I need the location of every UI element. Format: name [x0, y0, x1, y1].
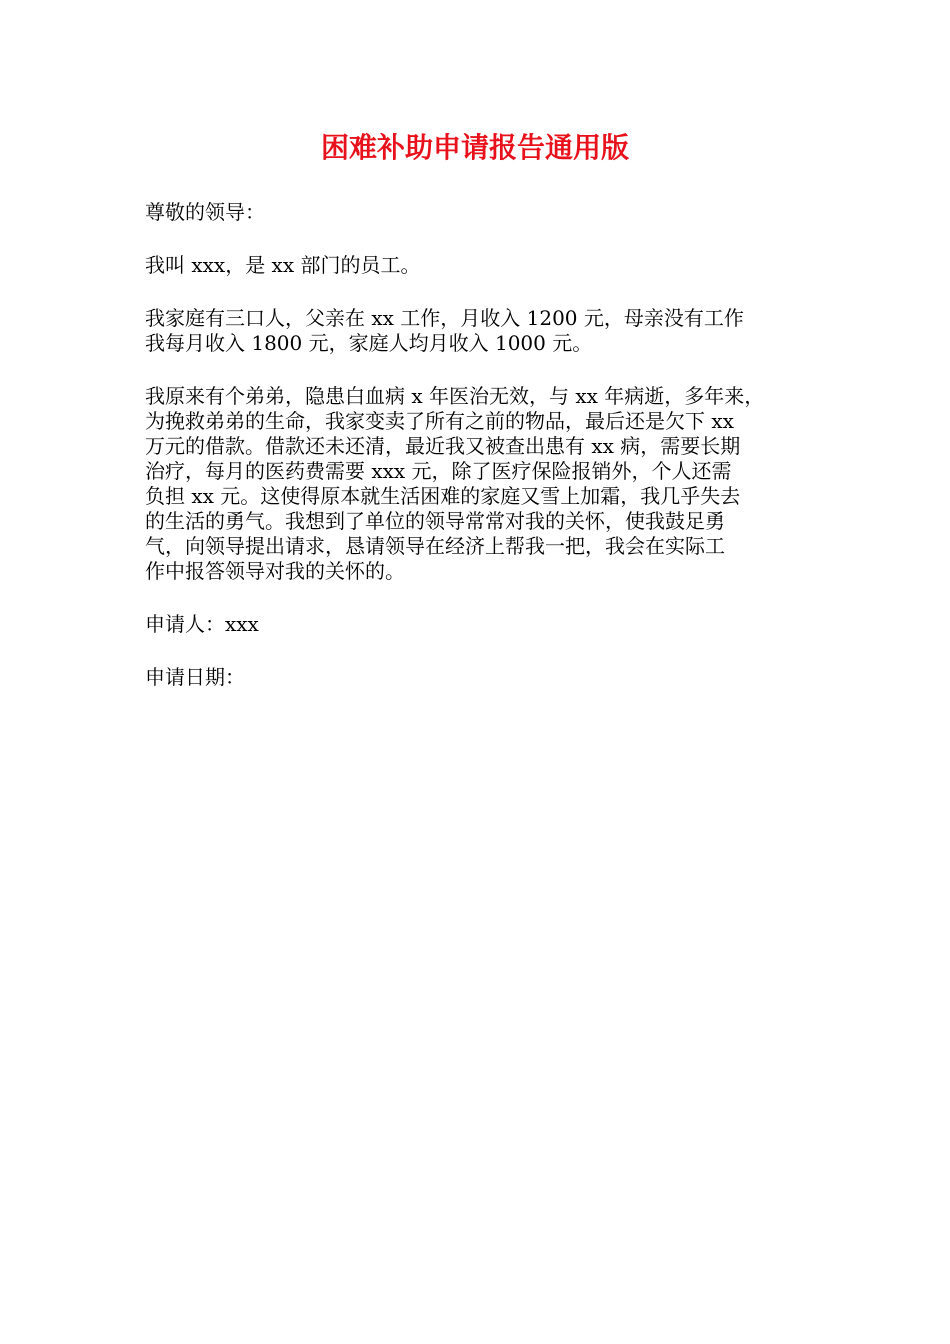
applicant-line: 申请人：xxx	[145, 612, 259, 636]
application-date-line: 申请日期：	[145, 665, 245, 689]
paragraph-line: 我原来有个弟弟，隐患白血病 x 年医治无效，与 xx 年病逝，多年来，	[145, 384, 765, 408]
paragraph-line: 我每月收入 1800 元，家庭人均月收入 1000 元。	[145, 331, 593, 355]
document-title: 困难补助申请报告通用版	[320, 131, 629, 164]
paragraph-line: 为挽救弟弟的生命，我家变卖了所有之前的物品，最后还是欠下 xx	[145, 409, 734, 433]
paragraph-intro	[145, 253, 835, 278]
paragraph-line: 气，向领导提出请求，恳请领导在经济上帮我一把，我会在实际工	[145, 534, 725, 558]
paragraph-line: 治疗，每月的医药费需要 xxx 元，除了医疗保险报销外，个人还需	[145, 459, 732, 483]
salutation: 尊敬的领导：	[145, 200, 265, 224]
paragraph-family-income	[145, 306, 835, 356]
paragraph-line: 我叫 xxx，是 xx 部门的员工。	[145, 253, 421, 277]
paragraph-line: 我家庭有三口人，父亲在 xx 工作，月收入 1200 元，母亲没有工作	[145, 306, 744, 330]
paragraph-line: 负担 xx 元。这使得原本就生活困难的家庭又雪上加霜，我几乎失去	[145, 484, 741, 508]
document-body	[145, 200, 835, 718]
paragraph-line: 万元的借款。借款还未还清，最近我又被查出患有 xx 病，需要长期	[145, 434, 741, 458]
paragraph-line: 作中报答领导对我的关怀的。	[145, 559, 405, 583]
paragraph-line: 的生活的勇气。我想到了单位的领导常常对我的关怀，使我鼓足勇	[145, 509, 725, 533]
paragraph-hardship	[145, 384, 835, 584]
